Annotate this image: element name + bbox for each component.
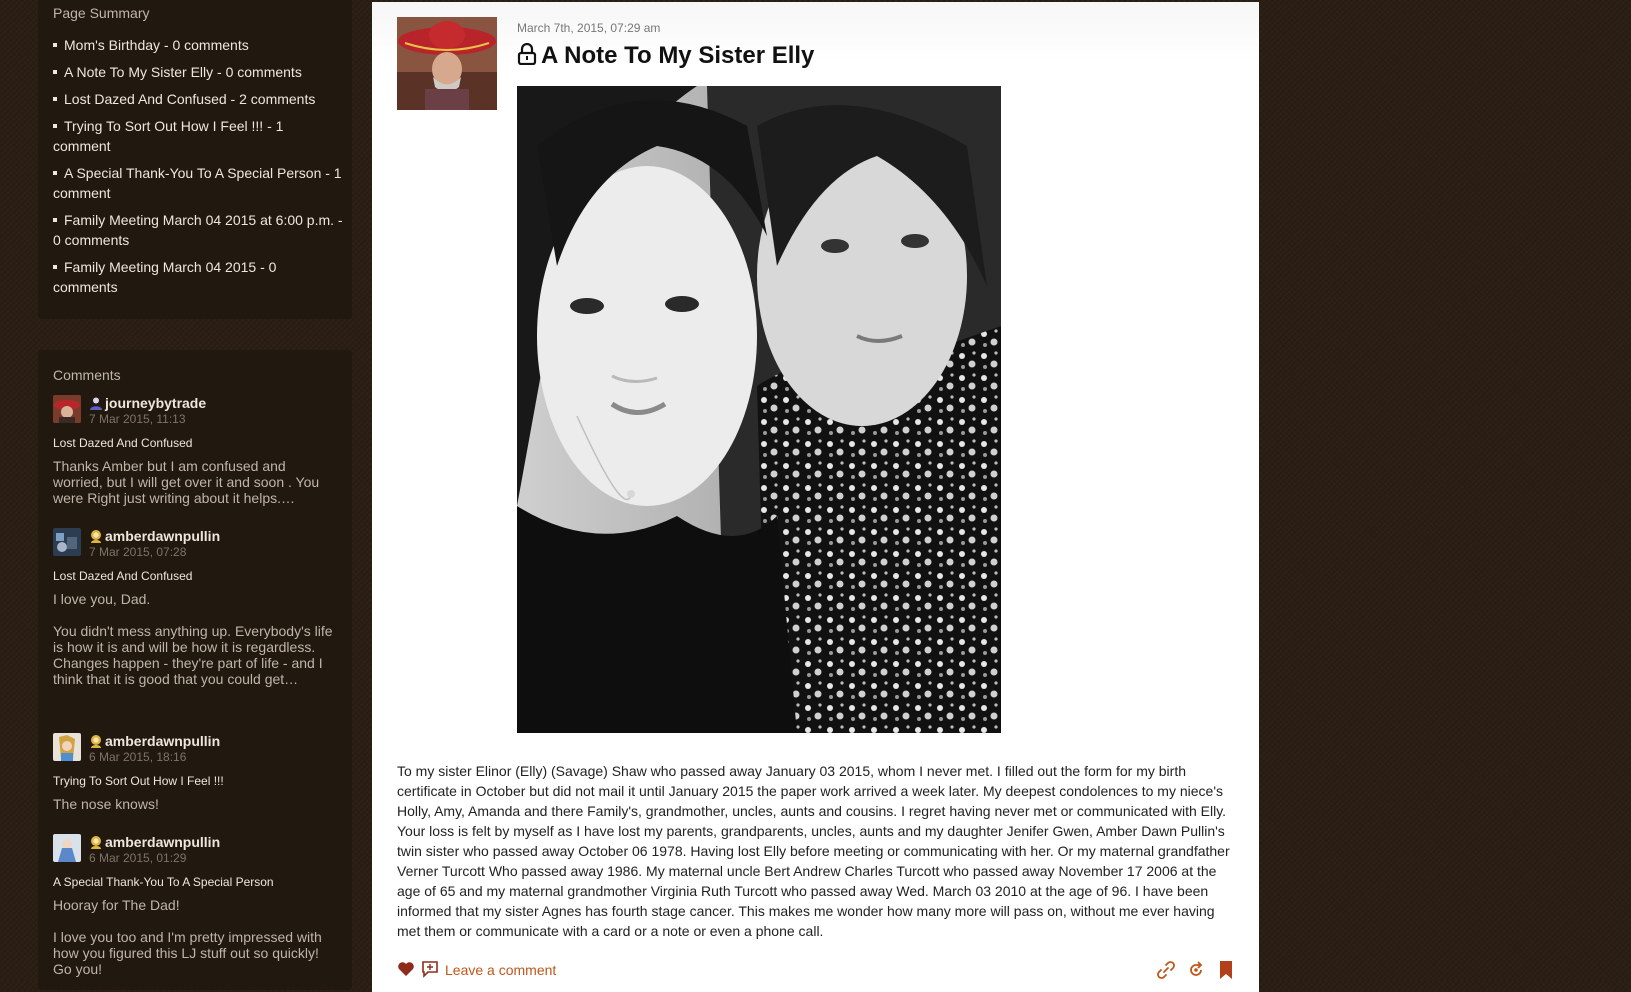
post-photo <box>517 86 1001 733</box>
summary-item[interactable]: A Special Thank-You To A Special Person - 1 comment <box>53 165 342 201</box>
post-body: To my sister Elinor (Elly) (Savage) Shaw who passed away January 03 2015, whom I never met. I filled out the form for my birth certificate in October but did not mail it until January 2015 the paper work arrived a week later. My deepest condolences to my niece's Holly, Amy, Amanda and there Family's, grandmother, uncles, aunts and cousins. I regret having never met or communicated with Elly. Your loss is felt by myself as I have lost my parents, grandparents, uncles, aunts and my daughter Jenifer Gwen, Amber Dawn Pullin's twin sister who passed away October 06 1978. Having lost Elly before meeting or communicating with her. Or my maternal grandfather Verner Turcott Who passed away 1986. My maternal uncle Bert Andrew Charles Turcott who passed away November 17 2006 at the age of 65 and my maternal grandmother Virginia Ruth Turcott who passed away Wed. March 03 2010 at the age of 96. I have been informed that my sister Agnes has fourth stage cancer. This makes me wonder how many more will pass on, without me ever having met them or communicate with a card or a note or even a phone call. <box>397 763 1230 939</box>
comment-user[interactable] <box>89 733 220 749</box>
comment-icon[interactable] <box>421 960 439 978</box>
comment-date: 7 Mar 2015, 07:28 <box>89 545 187 559</box>
avatar[interactable] <box>53 395 81 423</box>
comment-user[interactable] <box>89 528 220 544</box>
comments-box <box>38 350 352 990</box>
comment-username[interactable]: journeybytrade <box>105 395 207 411</box>
summary-item[interactable]: Lost Dazed And Confused - 2 comments <box>53 89 343 109</box>
repost-icon[interactable] <box>1187 961 1205 979</box>
comment-subject[interactable]: Trying To Sort Out How I Feel !!! <box>53 774 224 788</box>
comment-user[interactable] <box>89 834 220 850</box>
summary-item[interactable]: Trying To Sort Out How I Feel !!! - 1 comment <box>53 116 343 156</box>
post-title[interactable] <box>517 42 814 70</box>
leave-comment-link[interactable]: Leave a comment <box>445 962 557 978</box>
summary-item[interactable]: A Note To My Sister Elly - 0 comments <box>53 62 343 82</box>
page-summary-list <box>53 35 343 304</box>
user-icon <box>89 529 103 543</box>
comment-subject[interactable]: Lost Dazed And Confused <box>53 569 193 583</box>
comment-username[interactable]: amberdawnpullin <box>105 528 221 544</box>
comment-date: 6 Mar 2015, 18:16 <box>89 750 187 764</box>
summary-item[interactable]: Mom's Birthday - 0 comments <box>53 35 343 55</box>
avatar[interactable] <box>53 528 81 556</box>
comment-username[interactable]: amberdawnpullin <box>105 733 221 749</box>
user-icon <box>89 396 103 410</box>
comment-body: Hooray for The Dad! I love you too and I'm pretty impressed with how you figured this LJ stuff out so quickly! Go you! <box>53 897 322 977</box>
bookmark-icon[interactable] <box>1217 960 1235 980</box>
comment-body: I love you, Dad. You didn't mess anything up. Everybody's life is how it is and will be how it is regardless. Changes happen - they're part of life - and I think that it is good that you could get… <box>53 591 333 687</box>
summary-item[interactable]: Family Meeting March 04 2015 at 6:00 p.m. - 0 comments <box>53 212 343 248</box>
post-title-text[interactable]: A Note To My Sister Elly <box>541 42 815 69</box>
comment-username[interactable]: amberdawnpullin <box>105 834 221 850</box>
comment-subject[interactable]: A Special Thank-You To A Special Person <box>53 875 274 889</box>
post-container <box>372 2 1259 992</box>
comment-body: Thanks Amber but I am confused and worried, but I will get over it and soon . You were Right just writing about it helps.… <box>53 458 320 506</box>
sidebar <box>0 0 372 981</box>
post-userpic[interactable] <box>397 17 497 110</box>
link-icon[interactable] <box>1157 961 1175 979</box>
comment-subject[interactable]: Lost Dazed And Confused <box>53 436 193 450</box>
user-icon <box>89 734 103 748</box>
comments-title: Comments <box>53 367 121 383</box>
avatar[interactable] <box>53 733 81 761</box>
user-icon <box>89 835 103 849</box>
post-date: March 7th, 2015, 07:29 am <box>517 21 661 35</box>
lock-icon <box>517 43 537 65</box>
comment-user[interactable] <box>89 395 206 411</box>
page-summary-box <box>38 0 352 319</box>
page-summary-title: Page Summary <box>53 5 150 21</box>
heart-icon[interactable] <box>397 960 415 978</box>
comment-date: 6 Mar 2015, 01:29 <box>89 851 187 865</box>
summary-item[interactable]: Family Meeting March 04 2015 - 0 comments <box>53 257 343 297</box>
avatar[interactable] <box>53 834 81 862</box>
comment-date: 7 Mar 2015, 11:13 <box>89 412 186 426</box>
comment-body: The nose knows! <box>53 796 159 812</box>
post-footer <box>397 960 1237 980</box>
